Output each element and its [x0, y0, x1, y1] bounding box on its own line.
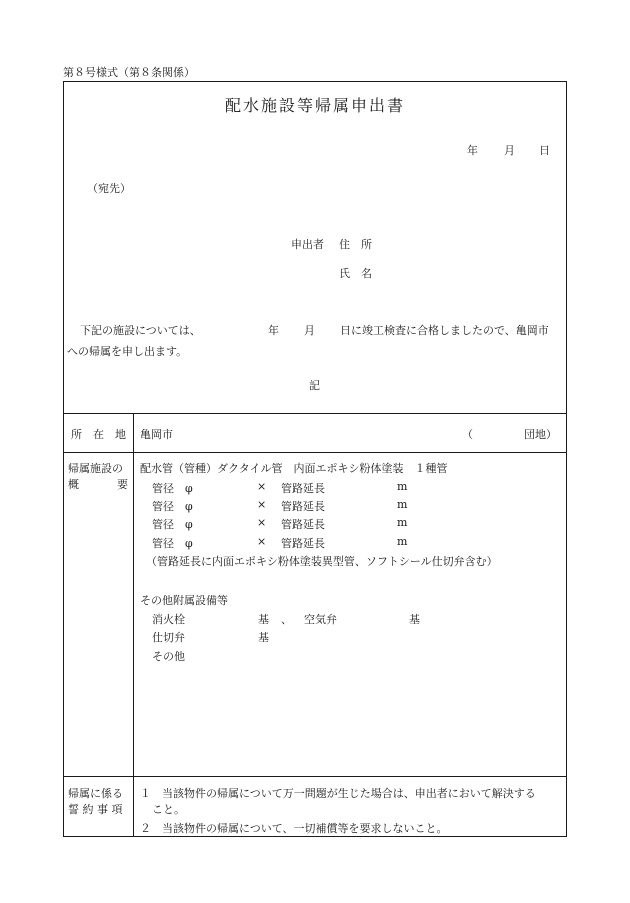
overview-label-line2	[68, 476, 128, 492]
pipe-row-diameter: 管径 φ	[152, 537, 193, 550]
pipe-note: （管路延長に内面エポキシ粉体塗装異型管、ソフトシール仕切弁含む）	[146, 555, 498, 568]
gate-valve-unit: 基	[258, 631, 269, 644]
applicant-label: 申出者	[291, 238, 324, 251]
statement-month: 月	[304, 324, 315, 337]
pledge-label-line1: 帰属に係る	[68, 787, 123, 800]
other-label: その他	[152, 650, 185, 663]
air-valve-label: 空気弁	[304, 613, 337, 626]
air-valve-unit: 基	[409, 613, 420, 626]
accessories-header: その他附属設備等	[140, 594, 228, 607]
divider-overview	[63, 452, 567, 453]
pipe-row-length: 管路延長	[281, 518, 325, 531]
pledge-item-1-line1: 当該物件の帰属について万一問題が生じた場合は、申出者において解決する	[162, 787, 536, 800]
location-danchi: 団地）	[524, 428, 557, 441]
pipe-row-diameter: 管径 φ	[152, 518, 193, 531]
pipe-row-diameter: 管径 φ	[152, 482, 193, 495]
applicant-address-label: 住 所	[339, 238, 372, 251]
accessories-comma: 、	[281, 613, 292, 626]
label-column-divider	[133, 413, 134, 837]
location-paren-open: （	[462, 428, 473, 441]
hydrant-unit: 基	[258, 613, 269, 626]
overview-label-char-2: 要	[117, 478, 128, 491]
pipe-row-times: ×	[257, 535, 267, 548]
divider-pledge	[63, 776, 567, 777]
statement-line2: への帰属を申し出ます。	[67, 345, 188, 358]
pipe-row-length: 管路延長	[281, 482, 325, 495]
date-year-label: 年	[467, 144, 478, 157]
pipe-row-unit: m	[397, 516, 408, 529]
pledge-item-1-number: １	[140, 787, 151, 800]
date-day-label: 日	[539, 144, 550, 157]
pipe-row-unit: m	[397, 480, 408, 493]
statement-year: 年	[268, 324, 279, 337]
hydrant-label: 消火栓	[152, 613, 185, 626]
pipe-row-unit: m	[397, 498, 408, 511]
pledge-item-2: 当該物件の帰属について、一切補償等を要求しないこと。	[162, 822, 448, 835]
pipe-row-times: ×	[257, 516, 267, 529]
pledge-item-2-number: ２	[140, 822, 151, 835]
location-label: 所 在 地	[71, 428, 126, 441]
pipe-row-length: 管路延長	[281, 537, 325, 550]
applicant-name-label: 氏 名	[339, 267, 372, 280]
document-title: 配水施設等帰属申出書	[224, 96, 405, 115]
pipe-row-length: 管路延長	[281, 500, 325, 513]
statement-intro: 下記の施設については、	[80, 324, 201, 337]
form-number: 第８号様式（第８条関係）	[63, 66, 195, 79]
date-month-label: 月	[504, 144, 515, 157]
pipe-row-unit: m	[397, 535, 408, 548]
location-city: 亀岡市	[140, 428, 173, 441]
statement-continue: 日に竣工検査に合格しましたので、亀岡市	[340, 324, 549, 337]
pipe-row-diameter: 管径 φ	[152, 500, 193, 513]
form-frame	[63, 81, 567, 837]
gate-valve-label: 仕切弁	[152, 631, 185, 644]
pledge-label-line2: 誓 約 事 項	[68, 803, 123, 816]
ki-mark: 記	[309, 379, 320, 392]
pledge-item-1-line2: こと。	[152, 803, 185, 816]
addressee: （宛先）	[87, 182, 131, 195]
overview-label-char-1: 概	[68, 478, 79, 491]
pipe-row-times: ×	[257, 498, 267, 511]
overview-label-line1: 帰属施設の	[68, 462, 123, 475]
divider-location	[63, 413, 567, 414]
pipe-header: 配水管（管種）ダクタイル管 内面エポキシ粉体塗装 １種管	[140, 462, 448, 475]
pipe-row-times: ×	[257, 480, 267, 493]
